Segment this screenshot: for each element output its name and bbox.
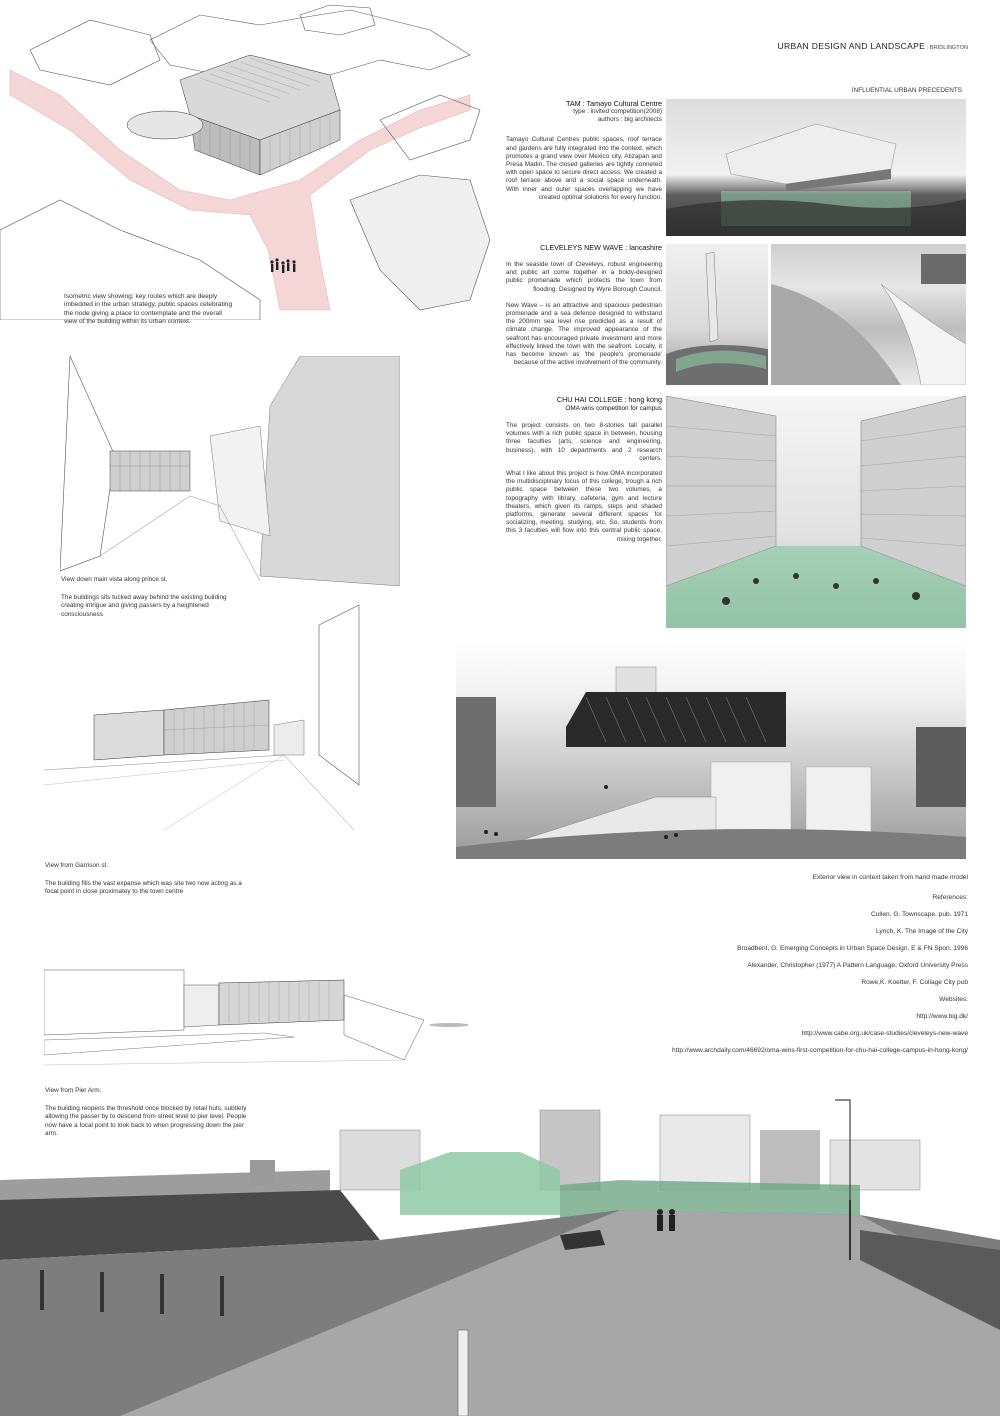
reference-item: Rowe,K. Koetter, F. Collage City pub	[861, 979, 968, 986]
precedent-body: In the seaside town of Cleveleys, robust engineering and public art come together in a boldy-designed public promenade which protects the town from flooding. Designed by Wyre Borough Council.	[506, 261, 662, 293]
pier-arm-drawing	[44, 965, 484, 1085]
exterior-model-photo	[456, 637, 966, 859]
precedent-tam-text	[506, 99, 662, 202]
page-title: URBAN DESIGN AND LANDSCAPE	[777, 41, 926, 51]
sculpture-icon	[666, 244, 768, 385]
precedent-meta: type : invited competition(2008)	[573, 108, 662, 115]
isometric-caption: Isometric view showing; key routes which are deeply imbedded in the urban strategy, public spaces celebrating the node giving a place to contemplate and the overall view of the building within its urban context.	[64, 293, 233, 326]
precedent-cleveleys-text	[506, 243, 662, 367]
precedent-meta: authors : big architects	[597, 116, 662, 124]
prince-st-body: The buildings sits tucked away behind the existing building creating intrigue and giving passers by a heightened consciousness	[61, 594, 227, 618]
reference-item: Broadbent, G. Emerging Concepts in Urban Space Design. E & FN Spon. 1996	[737, 945, 968, 952]
pier-arm-title: View from Pier Arm.	[45, 1087, 102, 1094]
references-heading: References:	[932, 894, 968, 901]
precedent-title: TAM : Tamayo Cultural Centre	[566, 99, 662, 108]
precedent-title: CLEVELEYS NEW WAVE : lancashire	[540, 243, 662, 252]
website-link[interactable]: http://www.archdaily.com/46692/oma-wins-first-competition-for-chu-hai-college-campus-in-hong-kong/	[672, 1047, 968, 1054]
prince-st-drawing	[60, 356, 400, 586]
precedent-body: The project consists on two 8-stories tall parallel volumes with a rich public space in between, housing three faculties (arts, science and engineering, business), with 10 departments and 2 research centers.	[506, 422, 662, 462]
website-link[interactable]: http://www.big.dk/	[916, 1013, 968, 1020]
panorama-icon	[0, 1090, 1000, 1416]
precedent-body: Tamayo Cultural Centres public spaces, roof terrace and gardens are fully integrated into the context, which promotes a grand view over Mexico city, Atizapan and Presa Madin. The closed galleries are tightly conneted with open space to secure direct access. We created a roof terrace above and a social space underneath. With inner and outer spaces overlapping we have created optimal solutions for every function.	[506, 136, 662, 201]
pier-arm-body: The building reopens the threshold once blocked by retail huts, subtlety allowing the passer by to descend from street level to pier level. People now have a focal point to look back to when progressing down the pier arm.	[45, 1105, 247, 1137]
chuhai-render-icon	[666, 396, 966, 628]
chuhai-photo	[666, 396, 966, 628]
garrison-st-drawing	[44, 605, 364, 830]
section-title: INFLUENTIAL URBAN PRECEDENTS	[851, 87, 962, 94]
cleveleys-photo-2	[771, 244, 966, 385]
isometric-drawing	[0, 0, 500, 320]
page-location: : BRIDLINGTON	[925, 45, 968, 51]
reference-item: Lynch, K. The Image of the City	[876, 928, 968, 935]
reference-item: Alexander, Christopher (1977) A Pattern Language, Oxford University Press	[747, 962, 968, 969]
website-link[interactable]: http://www.cabe.org.uk/case-studies/cleveleys-new-wave	[801, 1030, 968, 1037]
prince-st-title: View down main vista along prince st.	[61, 576, 168, 583]
precedent-body: What I like about this project is how OMA incorporated the multidisciplinary focus of this college, trough a rich public space between these two volumes, a topography with library, cafeteria, gym and lecture theaters, which given its ramps, steps and shaded platforms, generate several different spaces for socializing, meeting, studying, etc. So, students from this 3 faculties will flow into this central public space, mixing together.	[506, 470, 662, 543]
cleveleys-photo-1	[666, 244, 768, 385]
websites-heading: Websites:	[939, 996, 968, 1003]
precedent-chuhai-text	[506, 395, 662, 544]
precedent-body: New Wave – is an attractive and spacious pedestrian promenade and a sea defence designed to withstand the 200mm sea level rise predicted as a result of climate change. The improved appearance of the seafront has encouraged private investment and more effectively linked the town with the seafront. Locally, it has become known as 'the people's promenade' because of the active involvement of the community.	[506, 301, 662, 367]
model-building-icon	[456, 637, 966, 859]
precedent-meta: OMA wins competition for campus	[565, 405, 662, 412]
pier-panorama-photo	[0, 1090, 1000, 1416]
page-title-block	[777, 36, 968, 54]
tam-photo	[666, 99, 966, 236]
proposed-building	[127, 55, 340, 175]
promenade-icon	[771, 244, 966, 385]
garrison-st-body: The building fills the vast expanse which was site two now acting as a focal point in close proximatey to the town centre	[45, 880, 242, 896]
reference-item: Cullen, G. Townscape. pub. 1971	[870, 911, 968, 918]
exterior-caption: Exterior view in context taken from hand made model	[812, 874, 968, 881]
garrison-st-title: View from Garrison st.	[45, 862, 109, 869]
precedent-title: CHU HAI COLLEGE : hong kong	[556, 395, 662, 404]
tam-building-icon	[666, 99, 966, 236]
